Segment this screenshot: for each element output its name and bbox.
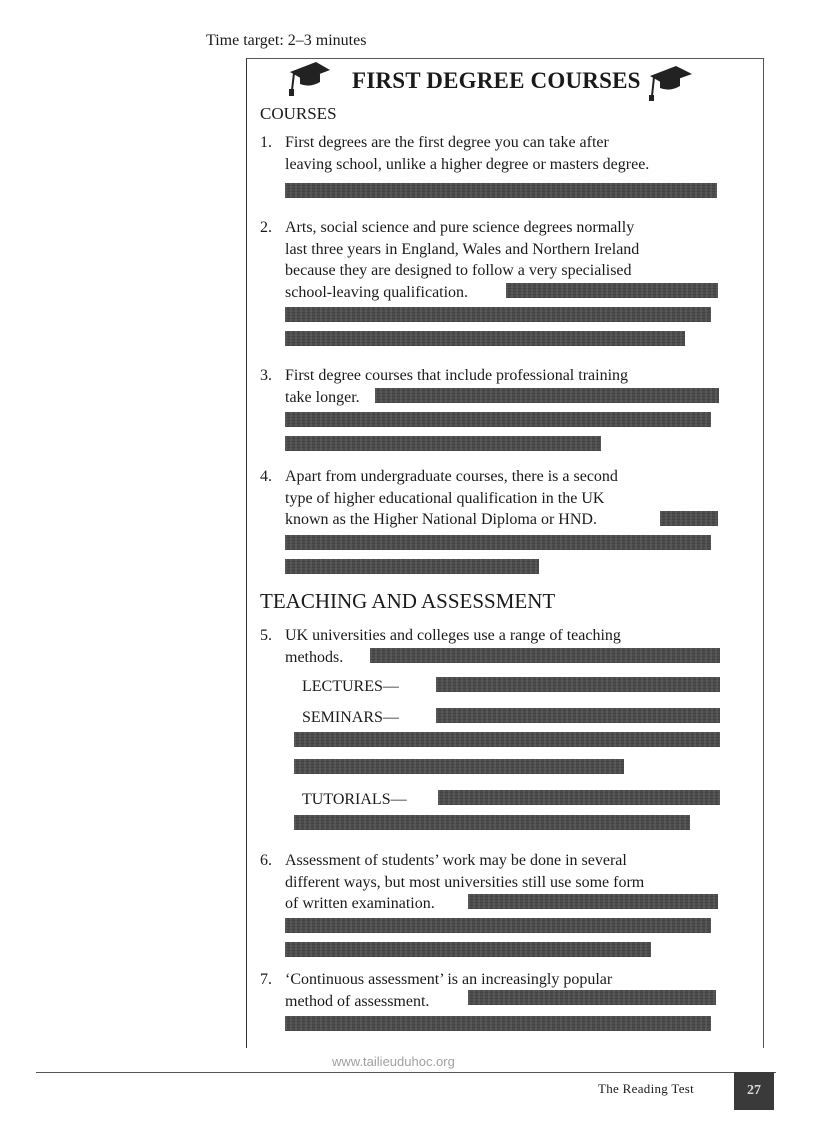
redacted-answer-bar [436,708,720,723]
item-number: 2. [260,219,272,236]
footer-label: The Reading Test [598,1081,695,1096]
redacted-answer-bar [660,511,718,526]
redacted-answer-bar [294,759,624,774]
panel-title: FIRST DEGREE COURSES [352,68,641,93]
lectures-label: LECTURES— [302,678,399,695]
redacted-answer-bar [438,790,720,805]
seminars-label: SEMINARS— [302,709,399,726]
item-text: First degree courses that include professional training take longer. [285,367,629,406]
redacted-answer-bar [370,648,720,663]
redacted-answer-bar [468,990,716,1005]
item-text: Arts, social science and pure science degrees normally last three years in England, Wales and Northern Ireland because they are designed to follow a very specialised school-leaving qualification. [285,219,640,301]
redacted-answer-bar [285,412,711,427]
redacted-answer-bar [436,677,720,692]
redacted-answer-bar [285,918,711,933]
time-target: Time target: 2–3 minutes [206,32,367,49]
watermark: www.tailieuduhoc.org [332,1054,455,1069]
redacted-answer-bar [285,942,651,957]
redacted-answer-bar [294,732,720,747]
redacted-answer-bar [285,559,539,574]
redacted-answer-bar [285,436,601,451]
page-number: 27 [734,1072,774,1110]
item-number: 1. [260,134,272,151]
redacted-answer-bar [285,535,711,550]
teaching-heading: TEACHING AND ASSESSMENT [260,589,556,613]
redacted-answer-bar [468,894,718,909]
graduation-cap-icon [286,58,332,98]
redacted-answer-bar [285,183,717,198]
item-number: 5. [260,627,272,644]
item-text: UK universities and colleges use a range of teaching methods. [285,627,621,666]
redacted-answer-bar [294,815,690,830]
item-number: 3. [260,367,272,384]
item-text: Apart from undergraduate courses, there is a second type of higher educational qualification in the UK known as the Higher National Diploma or HND. [285,468,618,528]
redacted-answer-bar [285,331,685,346]
tutorials-label: TUTORIALS— [302,791,407,808]
redacted-answer-bar [285,307,711,322]
redacted-answer-bar [506,283,718,298]
courses-heading: COURSES [260,104,337,123]
item-text: ‘Continuous assessment’ is an increasingly popular method of assessment. [285,971,613,1010]
item-number: 6. [260,852,272,869]
redacted-answer-bar [375,388,719,403]
item-text: Assessment of students’ work may be done in several different ways, but most universities still use some form of written examination. [285,852,645,912]
footer-divider [36,1072,776,1073]
graduation-cap-icon [648,62,694,102]
item-number: 7. [260,971,272,988]
item-number: 4. [260,468,272,485]
item-text: First degrees are the first degree you can take after leaving school, unlike a higher degree or masters degree. [285,134,650,173]
redacted-answer-bar [285,1016,711,1031]
